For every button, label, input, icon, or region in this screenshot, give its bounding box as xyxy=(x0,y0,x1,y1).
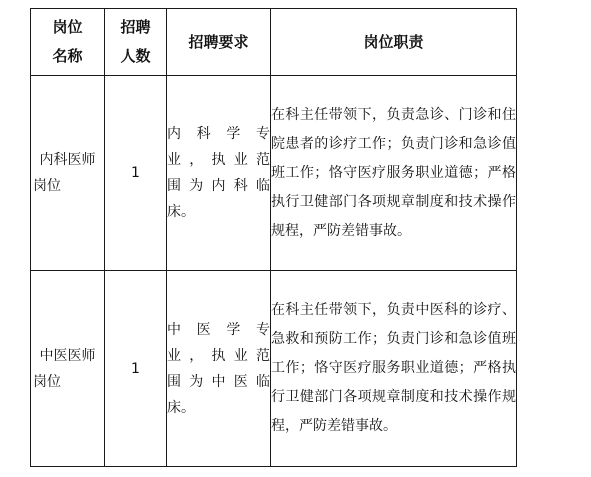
requirements-cell: 内科学专 业，执业范 围为内科临 床。 xyxy=(167,76,271,271)
duties-cell: 在科主任带领下，负责急诊、门诊和住院患者的诊疗工作；负责门诊和急诊值班工作；恪守医疗服务职业道德；严格执行卫健部门各项规章制度和技术操作规程，严防差错事故。 xyxy=(271,76,517,271)
position-name-cell: 中医医师 岗位 xyxy=(31,271,105,467)
header-position-name: 岗位 名称 xyxy=(31,9,105,76)
header-duties: 岗位职责 xyxy=(271,9,517,76)
table-row xyxy=(31,271,517,467)
requirements-cell: 中医学专 业，执业范 围为中医临 床。 xyxy=(167,271,271,467)
recruitment-table xyxy=(30,8,517,467)
headcount-cell: 1 xyxy=(105,271,167,467)
header-headcount: 招聘 人数 xyxy=(105,9,167,76)
headcount-cell: 1 xyxy=(105,76,167,271)
position-name-cell: 内科医师 岗位 xyxy=(31,76,105,271)
duties-cell: 在科主任带领下，负责中医科的诊疗、急救和预防工作；负责门诊和急诊值班工作；恪守医疗服务职业道德；严格执行卫健部门各项规章制度和技术操作规程，严防差错事故。 xyxy=(271,271,517,467)
table-row xyxy=(31,76,517,271)
header-row xyxy=(31,9,517,76)
header-requirements: 招聘要求 xyxy=(167,9,271,76)
